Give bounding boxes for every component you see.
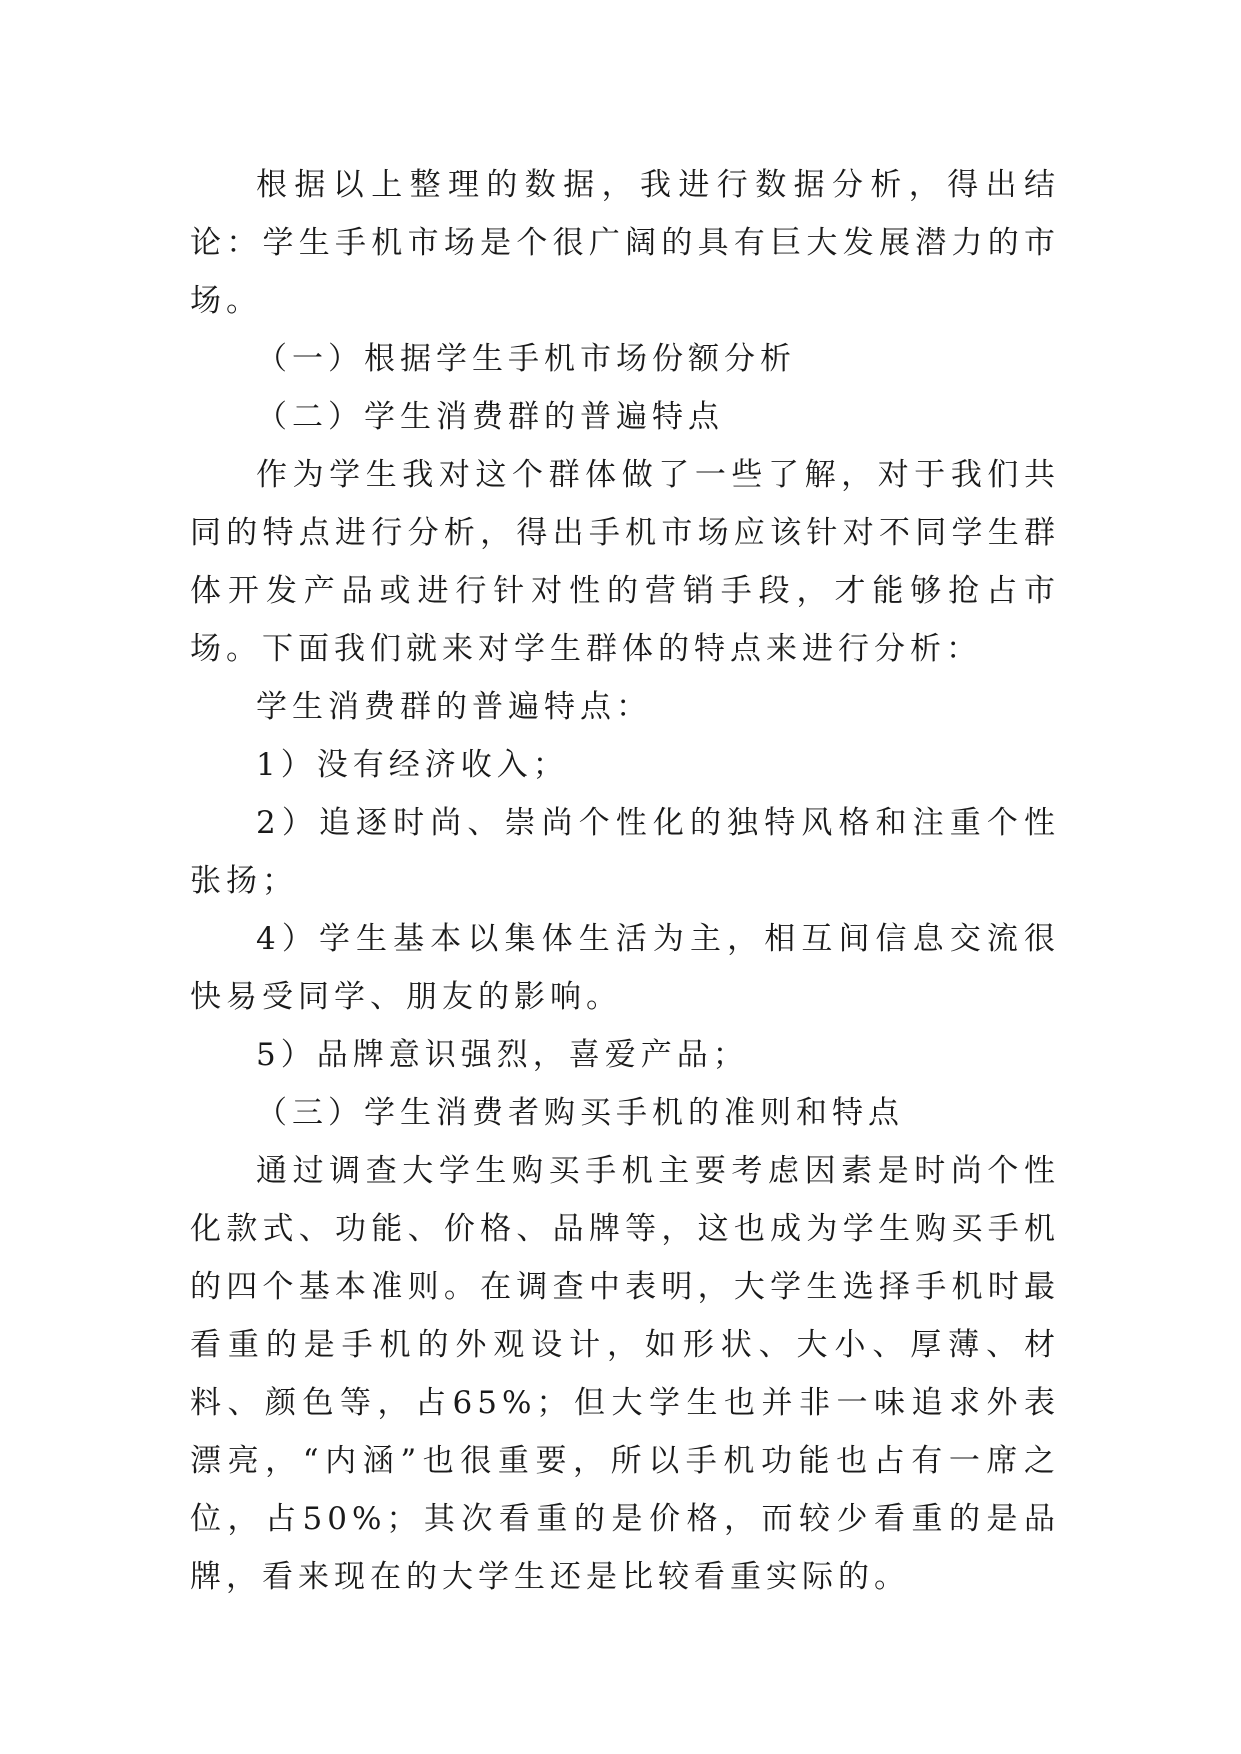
section-heading-market-share: （一）根据学生手机市场份额分析 (256, 341, 796, 377)
paragraph-traits-label: 学生消费群的普遍特点： (256, 689, 652, 725)
list-item-trait-4: 4）学生基本以集体生活为主，相互间信息交流很快易受同学、朋友的影响。 (190, 921, 1060, 1015)
paragraph-student-group-intro: 作为学生我对这个群体做了一些了解，对于我们共同的特点进行分析，得出手机市场应该针对不同学生群体开发产品或进行针对性的营销手段，才能够抢占市场。下面我们就来对学生群体的特点来进行分析： (190, 457, 1060, 667)
list-item-trait-5: 5）品牌意识强烈，喜爱产品； (256, 1037, 749, 1073)
paragraph-survey-findings: 通过调查大学生购买手机主要考虑因素是时尚个性化款式、功能、价格、品牌等，这也成为学生购买手机的四个基本准则。在调查中表明，大学生选择手机时最看重的是手机的外观设计，如形状、大小、厚薄、材料、颜色等，占65%；但大学生也并非一味追求外表漂亮，“内涵”也很重要，所以手机功能也占有一席之位，占50%；其次看重的是价格，而较少看重的是品牌，看来现在的大学生还是比较看重实际的。 (190, 1153, 1060, 1595)
section-heading-student-traits: （二）学生消费群的普遍特点 (256, 399, 724, 435)
list-item-trait-2: 2）追逐时尚、崇尚个性化的独特风格和注重个性张扬； (190, 805, 1060, 899)
list-item-trait-1: 1）没有经济收入； (256, 747, 569, 783)
section-heading-purchase-criteria: （三）学生消费者购买手机的准则和特点 (256, 1095, 904, 1131)
paragraph-conclusion: 根据以上整理的数据，我进行数据分析，得出结论：学生手机市场是个很广阔的具有巨大发展潜力的市场。 (190, 167, 1060, 319)
document-body (190, 156, 1060, 1606)
